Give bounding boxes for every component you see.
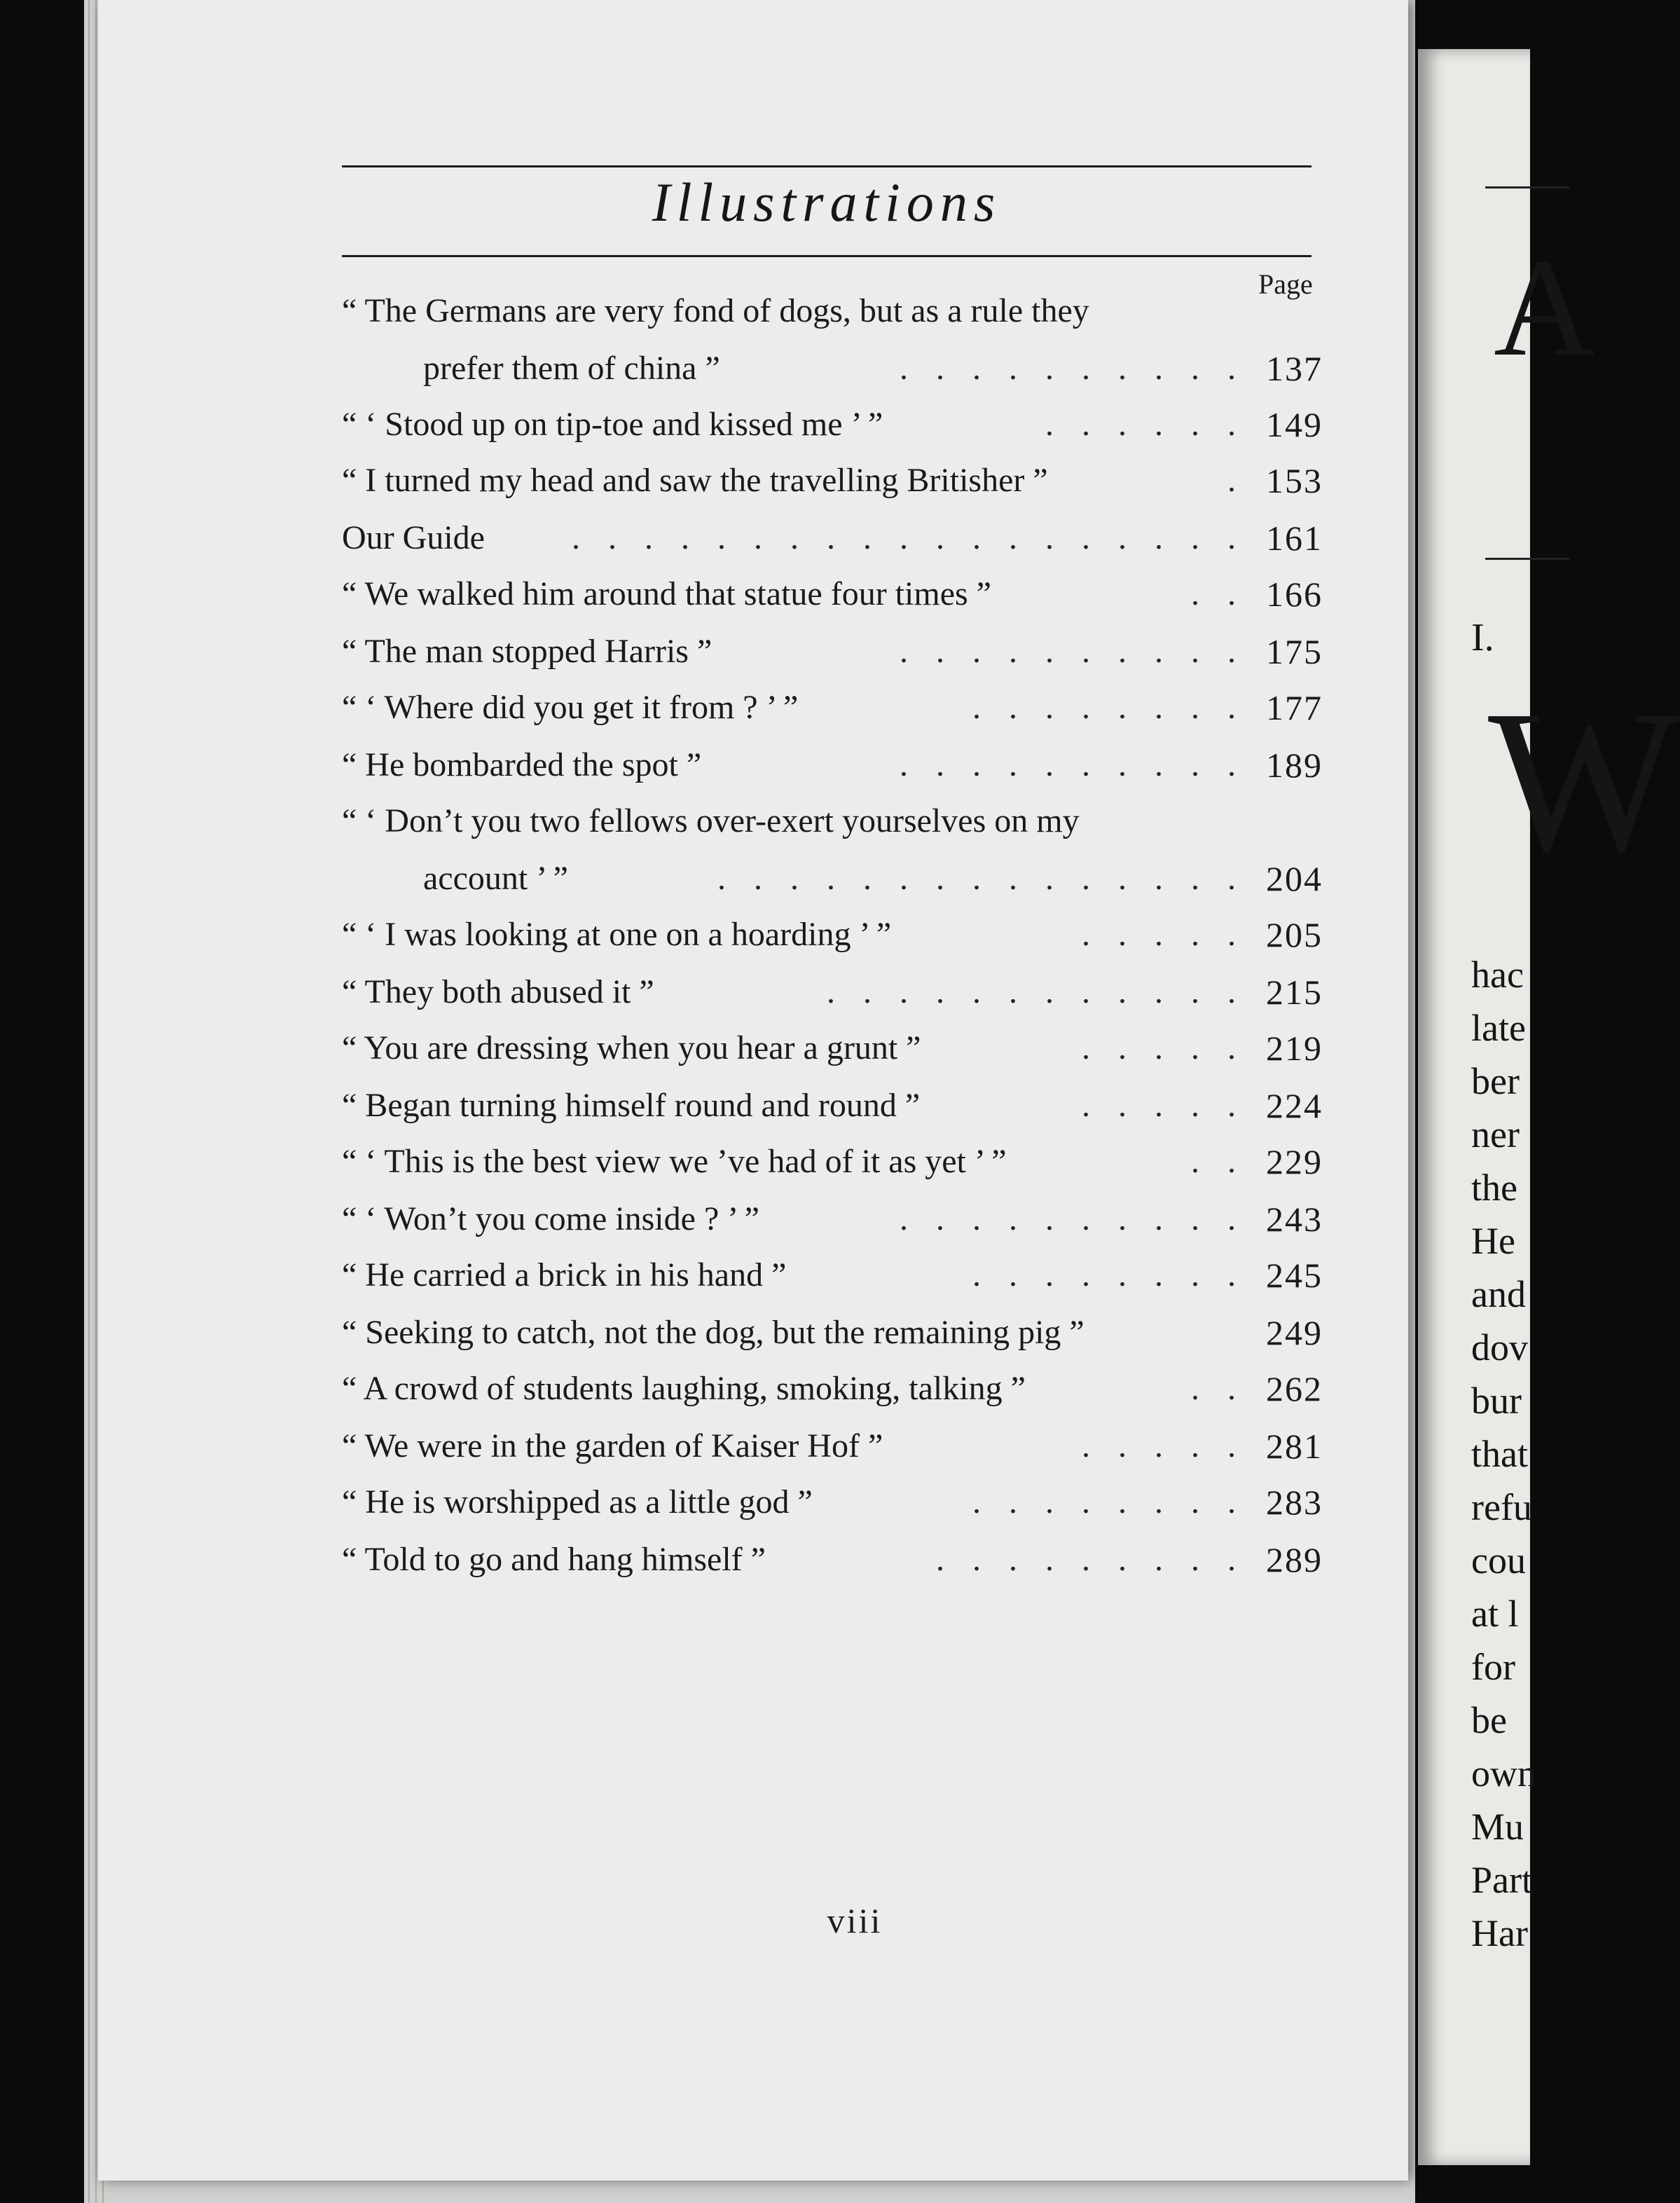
list-item [342,858,1344,900]
text-fragment: at l [1471,1593,1519,1635]
drop-cap-fragment: A [1494,231,1595,385]
leader-dots: . . [1191,575,1246,612]
page-column-label: Page [1258,268,1313,300]
page-title: Illustrations [652,172,1002,233]
entry-page: 215 [1266,973,1323,1012]
text-fragment: ber [1471,1060,1520,1102]
list-item [342,348,1344,390]
entry-page: 153 [1266,461,1323,500]
entry-caption: “ The Germans are very fond of dogs, but as a rule they [342,292,1089,329]
entry-page: 262 [1266,1369,1323,1408]
entry-page: 219 [1266,1029,1323,1068]
chapter-marker: I. [1471,616,1494,659]
top-rule [342,165,1311,167]
text-fragment: that [1471,1433,1528,1475]
entry-page: 281 [1266,1427,1323,1466]
list-item [342,631,1344,673]
text-fragment: own [1471,1752,1536,1794]
entry-caption: “ Seeking to catch, not the dog, but the remaining pig ” [342,1314,1085,1351]
text-fragment: refu [1471,1486,1532,1528]
list-item [342,517,1344,559]
leader-dots: . . . . . . . . . . [900,746,1246,783]
entry-page: 189 [1266,746,1323,785]
leader-dots: . . . . . . . . . . . . [827,973,1246,1010]
entry-caption: “ He carried a brick in his hand ” [342,1256,787,1293]
leader-dots: . . . . . [1082,1087,1246,1124]
list-item [342,1539,1344,1581]
text-fragment: the [1471,1167,1517,1209]
entry-caption: “ A crowd of students laughing, smoking, talking ” [342,1370,1026,1407]
leader-dots: . . . . . . . . . . [900,1200,1246,1237]
entry-page: 249 [1266,1313,1323,1352]
text-fragment: He [1471,1220,1515,1262]
leader-dots: . . . . . . . . . . [900,633,1246,670]
text-fragment: bur [1471,1380,1522,1422]
entry-caption: “ Began turning himself round and round ” [342,1087,921,1124]
text-fragment: Har [1471,1912,1528,1954]
list-item [342,800,1344,842]
entry-caption: “ Told to go and hang himself ” [342,1541,766,1578]
text-fragment: ner [1471,1113,1520,1155]
leader-dots: . . . . . . . . [972,689,1246,726]
entry-page: 149 [1266,405,1323,444]
entry-caption: “ The man stopped Harris ” [342,633,712,670]
list-item [342,914,1344,956]
page-edge [88,0,90,2203]
leader-dots: . [1227,462,1246,499]
entry-caption: account ’ ” [423,860,568,897]
entry-caption: “ ‘ Won’t you come inside ? ’ ” [342,1200,759,1237]
leader-dots: . . . . . . . . . [936,1541,1246,1578]
entry-caption: “ ‘ Where did you get it from ? ’ ” [342,689,799,726]
entry-caption: “ ‘ Don’t you two fellows over-exert yourselves on my [342,802,1080,839]
entry-caption: prefer them of china ” [423,350,720,387]
entry-caption: “ We were in the garden of Kaiser Hof ” [342,1427,883,1464]
list-item [342,1027,1344,1069]
entry-page: 283 [1266,1483,1323,1522]
leader-dots: . . . . . . . . [972,1256,1246,1293]
leader-dots: . . . . . [1082,916,1246,953]
entry-caption: “ ‘ I was looking at one on a hoarding ’ ” [342,916,892,953]
leader-dots: . . [1191,1370,1246,1407]
list-item [342,744,1344,786]
list-item [342,1312,1344,1354]
facing-rule [1485,558,1569,560]
entry-page: 245 [1266,1256,1323,1295]
entry-page: 243 [1266,1200,1323,1239]
entry-caption: “ We walked him around that statue four times ” [342,575,991,612]
facing-page [1418,49,1680,2165]
entry-caption: Our Guide [342,519,485,556]
facing-rule [1485,186,1569,188]
text-fragment: late [1471,1007,1526,1049]
leader-dots: . . . . . . . . . . . . . . . [717,860,1246,897]
page-folio: viii [827,1901,883,1940]
entry-page: 175 [1266,632,1323,671]
list-item [342,290,1344,332]
leader-dots: . . . . . . . . [972,1483,1246,1521]
leader-dots: . . . . . [1082,1427,1246,1464]
entry-caption: “ I turned my head and saw the travelling Britisher ” [342,462,1048,499]
leader-dots: . . . . . . . . . . [900,350,1246,387]
entry-page: 166 [1266,575,1323,614]
text-fragment: be [1471,1699,1507,1741]
text-fragment: dov [1471,1326,1528,1368]
drop-cap: W [1488,668,1680,893]
text-fragment: Mu [1471,1806,1524,1848]
entry-caption: “ He bombarded the spot ” [342,746,702,783]
entry-page: 224 [1266,1086,1323,1125]
entry-caption: “ He is worshipped as a little god ” [342,1483,813,1521]
list-item [342,1141,1344,1183]
leader-dots: . . . . . . . . . . . . . . . . . . . [572,519,1246,556]
entry-caption: “ You are dressing when you hear a grunt ” [342,1029,921,1066]
title-rule [342,255,1311,257]
list-item [342,1198,1344,1240]
list-item [342,1481,1344,1523]
leader-dots: . . . . . . [1045,406,1246,443]
entry-page: 205 [1266,915,1323,954]
text-fragment: hac [1471,954,1524,996]
list-item [342,1368,1344,1410]
list-item [342,404,1344,446]
entry-caption: “ ‘ This is the best view we ’ve had of it as yet ’ ” [342,1143,1007,1180]
entry-page: 161 [1266,519,1323,558]
list-item [342,460,1344,502]
list-item [342,687,1344,729]
entry-page: 137 [1266,349,1323,388]
list-item [342,971,1344,1013]
text-fragment: Part [1471,1859,1532,1901]
entry-caption: “ They both abused it ” [342,973,654,1010]
list-item [342,1254,1344,1296]
entry-caption: “ ‘ Stood up on tip-toe and kissed me ’ ” [342,406,883,443]
entry-page: 177 [1266,688,1323,727]
entry-page: 289 [1266,1540,1323,1579]
entry-page: 229 [1266,1142,1323,1181]
text-fragment: cou [1471,1539,1526,1581]
list-item [342,1425,1344,1467]
list-item [342,573,1344,615]
text-fragment: for [1471,1646,1515,1688]
page-edge [95,0,97,2203]
list-item [342,1085,1344,1127]
text-fragment: and [1471,1273,1526,1315]
entry-page: 204 [1266,859,1323,898]
leader-dots: . . [1191,1143,1246,1180]
leader-dots: . . . . . [1082,1029,1246,1066]
